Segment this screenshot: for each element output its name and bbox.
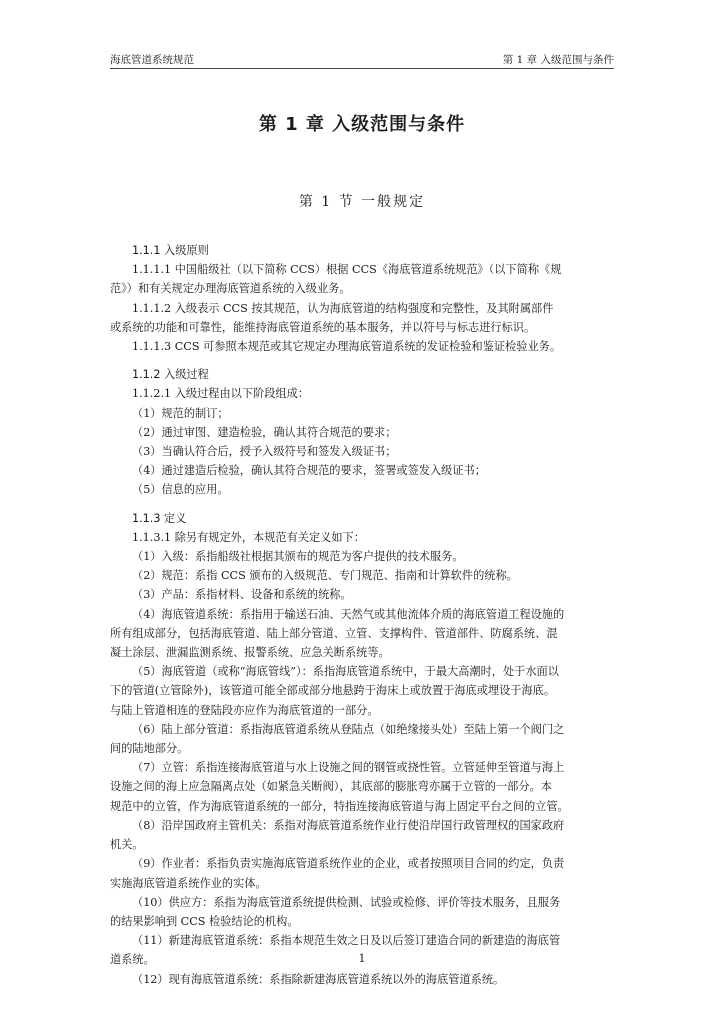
text-line: （12）现有海底管道系统：系指除新建海底管道系统以外的海底管道系统。 bbox=[132, 972, 505, 986]
text-line: （9）作业者：系指负责实施海底管道系统作业的企业，或者按照项目合同的约定，负责 bbox=[132, 857, 565, 871]
paragraph bbox=[110, 547, 615, 566]
paragraph bbox=[110, 970, 615, 989]
paragraph bbox=[110, 384, 615, 403]
text-line: 下的管道(立管除外)，该管道可能全部或部分地悬跨于海床上或放置于海底或埋设于海底。 bbox=[110, 684, 556, 698]
text-line: （10）供应方：系指为海底管道系统提供检测、试验或检修、评价等技术服务，且服务 bbox=[132, 895, 561, 909]
text-line: （3）产品：系指材料、设备和系统的统称。 bbox=[132, 588, 352, 602]
text-line: 设施之间的海上应急隔离点处（如紧急关断阀），其底部的膨胀弯亦属于立管的一部分。本 bbox=[110, 780, 552, 794]
text-line: 实施海底管道系统作业的实体。 bbox=[110, 876, 267, 890]
section-gap bbox=[110, 500, 615, 509]
subsection-heading: 1.1.1 入级原则 bbox=[132, 244, 209, 257]
text-line: 或系统的功能和可靠性，能维持海底管道系统的基本服务，并以符号与标志进行标识。 bbox=[110, 320, 536, 334]
text-line: （8）沿岸国政府主管机关：系指对海底管道系统作业行使沿岸国行政管理权的国家政府 bbox=[132, 818, 565, 832]
text-line: 凝土涂层、泄漏监测系统、报警系统、应急关断系统等。 bbox=[110, 646, 390, 660]
text-line: （4）通过建造后检验，确认其符合规范的要求，签署或签发入级证书； bbox=[132, 464, 486, 478]
text-line: 1.1.2.1 入级过程由以下阶段组成： bbox=[132, 387, 309, 401]
paragraph bbox=[110, 480, 615, 499]
text-line: 1.1.1.1 中国船级社（以下简称 CCS）根据 CCS《海底管道系统规范》（以下简称《规 bbox=[132, 263, 562, 277]
paragraph bbox=[110, 528, 615, 547]
text-line: 范》）和有关规定办理海底管道系统的入级业务。 bbox=[110, 282, 351, 296]
paragraph bbox=[110, 854, 615, 892]
document-body bbox=[110, 241, 615, 989]
paragraph bbox=[110, 442, 615, 461]
header-chapter-title: 第 1 章 入级范围与条件 bbox=[502, 54, 614, 66]
paragraph bbox=[110, 404, 615, 423]
paragraph bbox=[110, 893, 615, 931]
subsection-heading: 1.1.3 定义 bbox=[132, 511, 187, 525]
text-line: 1.1.3.1 除另有规定外，本规范有关定义如下： bbox=[132, 530, 365, 544]
text-line: （1）规范的制订； bbox=[132, 406, 229, 420]
paragraph bbox=[110, 585, 615, 604]
text-line: （4）海底管道系统：系指用于输送石油、天然气或其他流体介质的海底管道工程设施的 bbox=[132, 607, 565, 621]
chapter-title: 第 1 章 入级范围与条件 bbox=[258, 114, 466, 135]
paragraph bbox=[110, 423, 615, 442]
text-line: （1）入级：系指船级社根据其颁布的规范为客户提供的技术服务。 bbox=[132, 550, 464, 564]
text-line: 道系统。 bbox=[110, 953, 155, 967]
text-line: （7）立管：系指连接海底管道与水上设施之间的钢管或挠性管。立管延伸至管道与海上 bbox=[132, 761, 565, 775]
text-line: （2）通过审图、建造检验，确认其符合规范的要求； bbox=[132, 425, 397, 439]
paragraph bbox=[110, 720, 615, 758]
section-gap bbox=[110, 356, 615, 365]
page-number: 1 bbox=[358, 952, 366, 965]
subsection-heading: 1.1.2 入级过程 bbox=[132, 368, 209, 382]
text-line: 1.1.1.3 CCS 可参照本规范或其它规定办理海底管道系统的发证检验和鉴证检验业务。 bbox=[132, 340, 562, 354]
paragraph bbox=[110, 337, 615, 356]
text-line: 规范中的立管，作为海底管道系统的一部分，特指连接海底管道与海上固定平台之间的立管。 bbox=[110, 799, 569, 813]
paragraph bbox=[110, 816, 615, 854]
paragraph bbox=[110, 662, 615, 720]
text-line: 1.1.1.2 入级表示 CCS 按其规范，认为海底管道的结构强度和完整性，及其附属部件 bbox=[132, 301, 554, 315]
paragraph bbox=[110, 758, 615, 816]
text-line: 机关。 bbox=[110, 838, 144, 852]
text-line: （3）当确认符合后，授予入级符号和签发入级证书； bbox=[132, 445, 397, 459]
text-line: （5）信息的应用。 bbox=[132, 483, 229, 497]
text-line: 间的陆地部分。 bbox=[110, 742, 189, 756]
section-title: 第 1 节 一般规定 bbox=[298, 194, 426, 210]
text-line: （5）海底管道（或称“海底管线”）：系指海底管道系统中，于最大高潮时，处于水面以 bbox=[132, 665, 559, 679]
running-header bbox=[110, 50, 614, 69]
text-line: （6）陆上部分管道：系指海底管道系统从登陆点（如绝缘接头处）至陆上第一个阀门之 bbox=[132, 722, 565, 736]
text-line: （11）新建海底管道系统：系指本规范生效之日及以后签订建造合同的新建造的海底管 bbox=[132, 934, 561, 948]
paragraph bbox=[110, 605, 615, 663]
paragraph bbox=[110, 461, 615, 480]
text-line: （2）规范：系指 CCS 颁布的入级规范、专门规范、指南和计算软件的统称。 bbox=[132, 569, 518, 583]
paragraph bbox=[110, 299, 615, 337]
header-book-title: 海底管道系统规范 bbox=[110, 54, 194, 66]
text-line: 的结果影响到 CCS 检验结论的机构。 bbox=[110, 914, 299, 928]
text-line: 与陆上管道相连的登陆段亦应作为海底管道的一部分。 bbox=[110, 703, 379, 717]
text-line: 所有组成部分，包括海底管道、陆上部分管道、立管、支撑构件、管道部件、防腐系统、混 bbox=[110, 626, 558, 640]
paragraph bbox=[110, 566, 615, 585]
paragraph bbox=[110, 260, 615, 298]
